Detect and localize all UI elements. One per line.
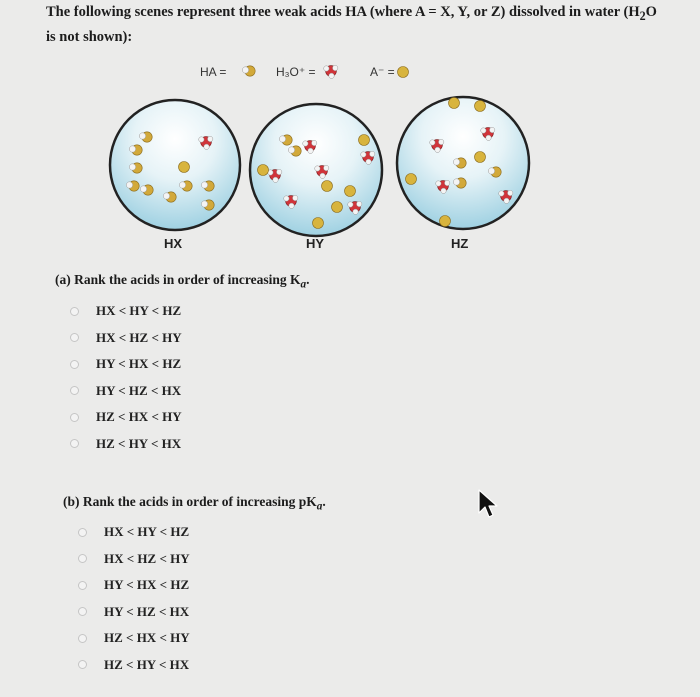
radio-button[interactable]: [70, 307, 79, 316]
mouse-pointer-icon: [478, 489, 500, 519]
scene-hx: [110, 100, 240, 230]
scene-hy: [250, 104, 382, 236]
legend-labels: [200, 60, 460, 90]
scene-hz-label: HZ: [451, 236, 469, 251]
part-b-sub: a: [316, 500, 323, 513]
part-b-prompt-end: .: [322, 494, 326, 509]
radio-button[interactable]: [78, 634, 87, 643]
option-label: HY < HZ < HX: [104, 603, 190, 619]
option-label: HZ < HY < HX: [96, 435, 182, 451]
intro-text-end: O is not shown):: [46, 4, 657, 45]
radio-button[interactable]: [78, 607, 87, 616]
option-label: HY < HZ < HX: [96, 382, 182, 398]
option-label: HX < HZ < HY: [96, 329, 182, 345]
part-a-sub: a: [300, 278, 307, 291]
scene-hy-label: HY: [306, 236, 325, 251]
anion-legend-label: A⁻ =: [370, 65, 395, 79]
option-label: HX < HY < HZ: [96, 303, 182, 319]
radio-button[interactable]: [78, 528, 87, 537]
ha-legend-label: HA =: [200, 65, 227, 79]
part-b-option[interactable]: [78, 546, 190, 573]
part-b-option[interactable]: [78, 599, 190, 626]
part-a-option[interactable]: [70, 378, 182, 405]
part-a-prompt: [55, 272, 310, 291]
radio-button[interactable]: [78, 554, 87, 563]
option-label: HZ < HX < HY: [96, 409, 182, 425]
intro-text: The following scenes represent three weak acids HA (where A = X, Y, or Z) dissolved in water (H: [46, 4, 640, 20]
part-b-option[interactable]: [78, 572, 190, 599]
part-b-option[interactable]: [78, 625, 190, 652]
part-b-prompt-text: (b) Rank the acids in order of increasing pK: [63, 494, 317, 509]
option-label: HY < HX < HZ: [104, 577, 190, 593]
option-label: HY < HX < HZ: [96, 356, 182, 372]
part-b-option[interactable]: [78, 519, 190, 546]
hydronium-legend-label: H₃O⁺ =: [276, 65, 316, 79]
part-a-options: [70, 298, 182, 457]
part-a-prompt-text: (a) Rank the acids in order of increasing K: [55, 272, 301, 287]
option-label: HX < HY < HZ: [104, 524, 190, 540]
option-label: HZ < HX < HY: [104, 630, 190, 646]
radio-button[interactable]: [70, 333, 79, 342]
part-b-options: [78, 519, 190, 678]
part-a-option[interactable]: [70, 431, 182, 458]
acid-scenes-figure: [0, 0, 700, 300]
part-b-option[interactable]: [78, 652, 190, 679]
radio-button[interactable]: [70, 360, 79, 369]
radio-button[interactable]: [70, 386, 79, 395]
option-label: HZ < HY < HX: [104, 656, 190, 672]
part-a-option[interactable]: [70, 351, 182, 378]
scene-hz: [397, 97, 529, 229]
radio-button[interactable]: [70, 413, 79, 422]
part-a-option[interactable]: [70, 298, 182, 325]
part-a-option[interactable]: [70, 325, 182, 352]
radio-button[interactable]: [70, 439, 79, 448]
intro-subscript: 2: [639, 8, 646, 23]
part-a-prompt-end: .: [306, 272, 310, 287]
scene-hx-label: HX: [164, 236, 183, 251]
radio-button[interactable]: [78, 660, 87, 669]
radio-button[interactable]: [78, 581, 87, 590]
option-label: HX < HZ < HY: [104, 550, 190, 566]
part-a-option[interactable]: [70, 404, 182, 431]
part-b-prompt: [63, 494, 326, 513]
